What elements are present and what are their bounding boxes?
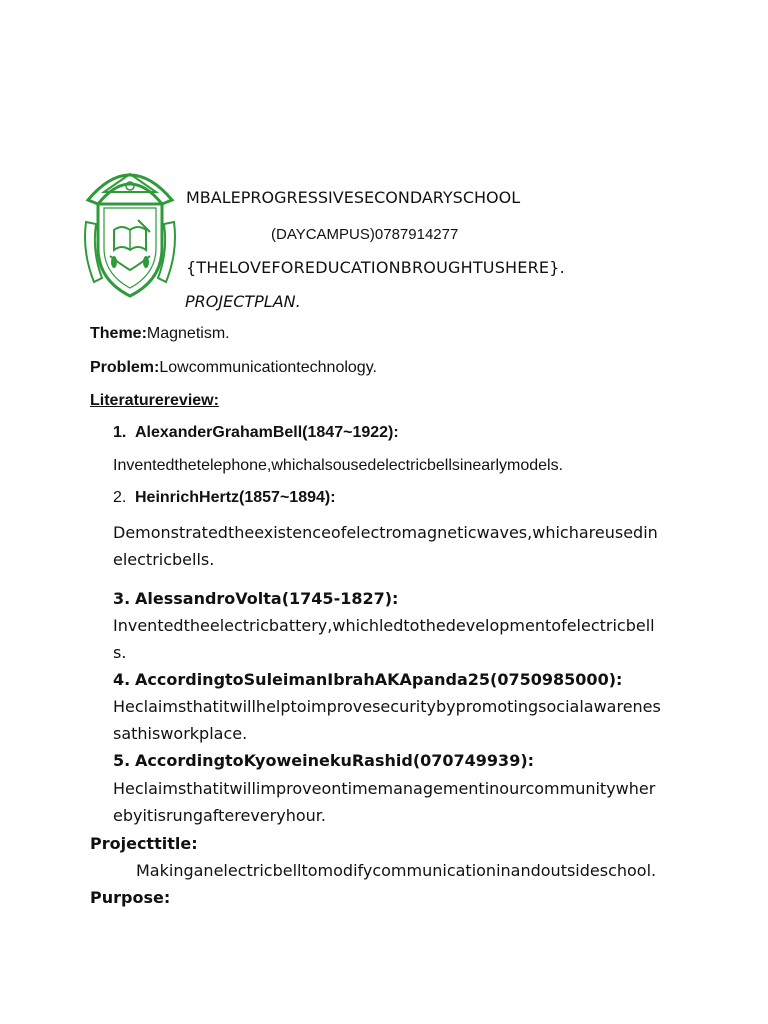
literature-review-heading: Literaturereview: [90, 392, 219, 409]
literature-item-1-heading [113, 424, 399, 442]
literature-item-2-heading [113, 489, 336, 507]
literature-item-4-heading [113, 670, 622, 689]
item-title: AlexanderGrahamBell(1847~1922): [135, 424, 399, 441]
item-number: 5. [113, 751, 131, 770]
theme-label: Theme: [90, 325, 147, 342]
item-title: HeinrichHertz(1857~1894): [135, 489, 336, 506]
item-number: 3. [113, 589, 131, 608]
literature-item-3-text-line2: s. [113, 643, 127, 662]
document-type: PROJECTPLAN. [185, 292, 301, 311]
item-number: 2. [113, 489, 127, 506]
school-motto: {THELOVEFOREDUCATIONBROUGHTUSHERE}. [186, 258, 565, 277]
problem-line [90, 359, 377, 377]
theme-line [90, 325, 230, 343]
literature-item-5-text-line1: Heclaimsthatitwillimproveontimemanagementinourcommunitywher [113, 779, 656, 798]
literature-item-1-text: Inventedthetelephone,whichalsousedelectricbellsinearlymodels. [113, 457, 564, 474]
problem-label: Problem: [90, 359, 160, 376]
project-title-value: Makinganelectricbelltomodifycommunicationinandoutsideschool. [136, 861, 657, 880]
literature-item-4-text-line2: sathisworkplace. [113, 724, 248, 743]
school-crest-logo [80, 152, 180, 302]
purpose-label: Purpose: [90, 888, 171, 907]
literature-item-5-heading [113, 751, 534, 770]
item-number: 1. [113, 424, 127, 441]
literature-item-3-text-line1: Inventedtheelectricbattery,whichledtothedevelopmentofelectricbell [113, 616, 655, 635]
literature-item-4-text-line1: Heclaimsthatitwillhelptoimprovesecuritybypromotingsocialawarenes [113, 697, 661, 716]
item-title: AccordingtoKyoweinekuRashid(070749939): [135, 751, 535, 770]
school-name: MBALEPROGRESSIVESECONDARYSCHOOL [186, 188, 521, 207]
item-number: 4. [113, 670, 131, 689]
literature-item-3-heading [113, 589, 398, 608]
campus-contact: (DAYCAMPUS)0787914277 [271, 226, 459, 243]
literature-item-2-text-line2: electricbells. [113, 550, 215, 569]
problem-value: Lowcommunicationtechnology. [159, 359, 377, 376]
literature-item-2-text-line1: Demonstratedtheexistenceofelectromagneticwaves,whichareusedin [113, 523, 658, 542]
project-title-label: Projecttitle: [90, 834, 198, 853]
item-title: AccordingtoSuleimanIbrahAKApanda25(0750985000): [135, 670, 623, 689]
item-title: AlessandroVolta(1745-1827): [135, 589, 399, 608]
literature-item-5-text-line2: ebyitisrungaftereveryhour. [113, 806, 326, 825]
theme-value: Magnetism. [146, 325, 230, 342]
